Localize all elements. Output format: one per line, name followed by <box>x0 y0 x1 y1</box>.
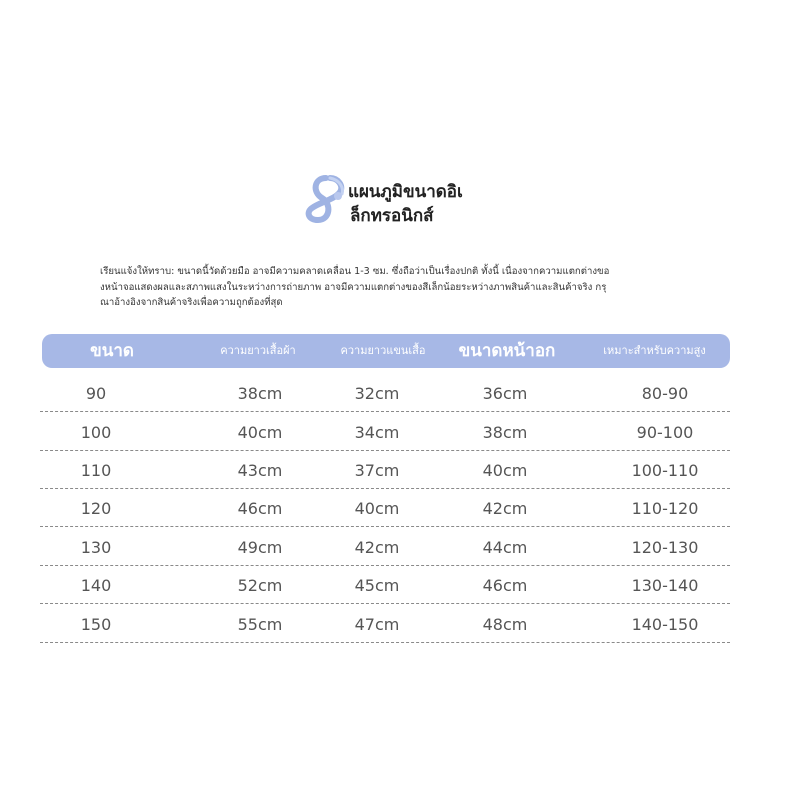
cell-sleeve-length: 45cm <box>354 576 400 595</box>
cell-chest-size: 38cm <box>482 423 528 442</box>
page-title-line-1: แผนภูมิขนาดอิเ <box>348 182 463 202</box>
cell-suitable-height: 90-100 <box>636 423 694 442</box>
cell-sleeve-length: 34cm <box>354 423 400 442</box>
header-size: ขนาด <box>90 341 134 361</box>
cell-chest-size: 46cm <box>482 576 528 595</box>
cell-suitable-height: 120-130 <box>631 538 699 557</box>
row-divider <box>40 603 730 604</box>
cell-suitable-height: 140-150 <box>631 615 699 634</box>
cell-sleeve-length: 37cm <box>354 461 400 480</box>
page-title-line-2: ล็กทรอนิกส์ <box>350 206 434 226</box>
cell-size: 130 <box>80 538 112 557</box>
cell-garment-length: 43cm <box>237 461 283 480</box>
cell-chest-size: 36cm <box>482 384 528 403</box>
cell-sleeve-length: 40cm <box>354 499 400 518</box>
cell-size: 100 <box>80 423 112 442</box>
table-row <box>40 610 730 648</box>
row-divider <box>40 411 730 412</box>
cell-garment-length: 55cm <box>237 615 283 634</box>
header-chest-size: ขนาดหน้าอก <box>458 341 556 361</box>
cell-size: 110 <box>80 461 112 480</box>
cell-size: 120 <box>80 499 112 518</box>
table-row <box>40 456 730 494</box>
cell-sleeve-length: 47cm <box>354 615 400 634</box>
cell-chest-size: 40cm <box>482 461 528 480</box>
cell-chest-size: 44cm <box>482 538 528 557</box>
table-row <box>40 533 730 571</box>
table-row <box>40 418 730 456</box>
cell-suitable-height: 100-110 <box>631 461 699 480</box>
ribbon-figure-eight-icon <box>300 172 352 226</box>
cell-suitable-height: 80-90 <box>641 384 689 403</box>
cell-garment-length: 52cm <box>237 576 283 595</box>
cell-size: 90 <box>85 384 107 403</box>
table-header <box>42 334 730 368</box>
row-divider <box>40 450 730 451</box>
table-row <box>40 494 730 532</box>
notice-line: งหน้าจอแสดงผลและสภาพแสงในระหว่างการถ่ายภาพ อาจมีความแตกต่างของสีเล็กน้อยระหว่างภาพสินค้าและสินค้าจริง กรุ <box>100 281 607 293</box>
cell-sleeve-length: 32cm <box>354 384 400 403</box>
row-divider <box>40 642 730 643</box>
cell-suitable-height: 130-140 <box>631 576 699 595</box>
row-divider <box>40 526 730 527</box>
table-row <box>40 379 730 417</box>
cell-chest-size: 42cm <box>482 499 528 518</box>
notice-line: เรียนแจ้งให้ทราบ: ขนาดนี้วัดด้วยมือ อาจมีความคลาดเคลื่อน 1-3 ซม. ซึ่งถือว่าเป็นเรื่องปกติ ทั้งนี้ เนื่องจากความแตกต่างขอ <box>100 266 610 277</box>
cell-chest-size: 48cm <box>482 615 528 634</box>
cell-garment-length: 46cm <box>237 499 283 518</box>
cell-suitable-height: 110-120 <box>631 499 699 518</box>
title-block <box>300 170 530 230</box>
row-divider <box>40 488 730 489</box>
header-garment-length: ความยาวเสื้อผ้า <box>220 344 296 357</box>
row-divider <box>40 565 730 566</box>
measurement-notice <box>100 264 700 311</box>
cell-size: 140 <box>80 576 112 595</box>
cell-garment-length: 38cm <box>237 384 283 403</box>
cell-garment-length: 40cm <box>237 423 283 442</box>
table-row <box>40 571 730 609</box>
cell-size: 150 <box>80 615 112 634</box>
cell-garment-length: 49cm <box>237 538 283 557</box>
header-suitable-height: เหมาะสำหรับความสูง <box>603 344 706 357</box>
cell-sleeve-length: 42cm <box>354 538 400 557</box>
notice-line: ณาอ้างอิงจากสินค้าจริงเพื่อความถูกต้องที่สุด <box>100 297 283 308</box>
header-sleeve-length: ความยาวแขนเสื้อ <box>340 344 426 357</box>
